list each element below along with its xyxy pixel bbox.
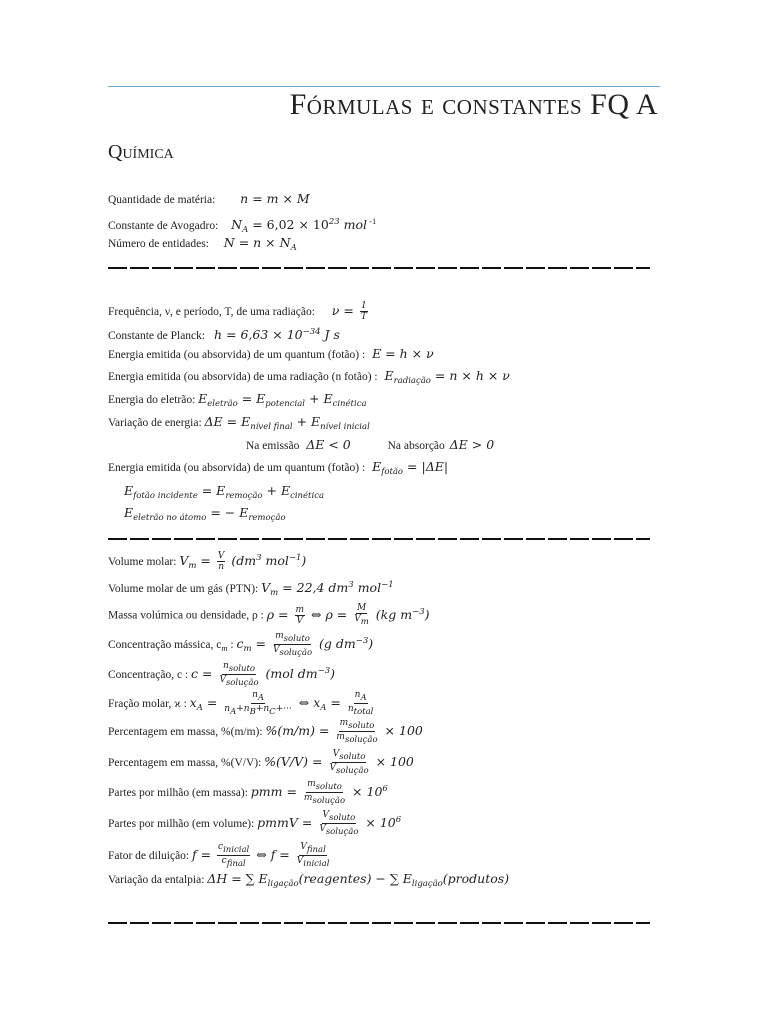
formula-constante-avogadro: Constante de Avogadro: $N_A = 6,02 \times 10^{23}$ mol $^{-1}$ <box>108 216 377 235</box>
formula-fotao-incidente: $E_{fotão incidente} = E_{remoção} + E_{cinética}$ <box>124 483 325 501</box>
formula-frequencia: Frequência, ν, e período, T, de uma radiação: ν = $\frac{1}{T}$ <box>108 301 367 322</box>
formula-ppm-volume: Partes por milhão (em volume): pmmV = $\frac{\text{Vsoluto}}{\text{Vsolução}}$ × $10^6$ <box>108 810 402 837</box>
formula-volume-molar: Volume molar: $V_m$ = $\frac{V}{n}$ ($dm^3$ mol$^{-1}$) <box>108 551 307 572</box>
formula-fracao-molar: Fração molar, ϰ : $x_A$ = $\frac{nA}{nA+nB+nC+\cdot\cdot\cdot}$ ⇔ $x_A$ = $\frac{nA}{\text{ntotal}}$ <box>108 690 374 717</box>
section-heading: Química <box>108 141 174 163</box>
separator-dashed <box>108 267 650 269</box>
formula-percentagem-volume: Percentagem em massa, %(V/V): %(V/V) = $\frac{\text{Vsoluto}}{\text{Vsolução}}$ × 100 <box>108 749 414 776</box>
formula-eletrao-atomo: $E_{eletrão no átomo}$ = − $E_{remoção}$ <box>124 505 286 523</box>
formula-concentracao: Concentração, c : c = $\frac{\text{nsoluto}}{\text{Vsolução}}$ (mol $dm^{-3}$) <box>108 661 336 688</box>
page-title: Fórmulas e constantes FQ A <box>289 88 658 121</box>
formula-volume-molar-ptn: Volume molar de um gás (PTN): $V_m = 22,4$ $dm^3$ mol$^{-1}$ <box>108 580 394 598</box>
formula-numero-entidades: Número de entidades: $N = n \times N_A$ <box>108 235 297 253</box>
formula-energia-eletrao: Energia do eletrão: $E_{eletrão} = E_{potencial} + E_{cinética}$ <box>108 391 367 409</box>
formula-energia-fotao: Energia emitida (ou absorvida) de um quantum (fotão) : $E_{fotão} = |\Delta E|$ <box>108 459 449 477</box>
separator-dashed <box>108 538 650 540</box>
title-rule <box>108 86 660 87</box>
formula-ppm-massa: Partes por milhão (em massa): pmm = $\frac{\text{msoluto}}{\text{msolução}}$ × $10^6$ <box>108 779 388 806</box>
formula-variacao-energia: Variação de energia: $\Delta E = E_{nível final} + E_{nível inicial}$ <box>108 414 370 432</box>
formula-concentracao-massica: Concentração mássica, $c_m$ : $c_m$ = $\frac{\text{msoluto}}{\text{Vsolução}}$ (g $dm^{-3}$) <box>108 631 374 658</box>
formula-massa-volumica: Massa volúmica ou densidade, ρ : ρ = $\frac{m}{V}$ ⇔ ρ = $\frac{M}{Vm}$ (kg $m^{-3}$) <box>108 603 430 627</box>
formula-emissao-absorcao: Na emissão ΔE < 0 Na absorção ΔE > 0 <box>246 437 495 452</box>
formula-percentagem-massa: Percentagem em massa, %(m/m): %(m/m) = $\frac{\text{msoluto}}{\text{msolução}}$ × 100 <box>108 718 423 745</box>
formula-quantidade-materia: Quantidade de matéria: n = m × M <box>108 191 310 206</box>
formula-energia-radiacao: Energia emitida (ou absorvida) de uma radiação (n fotão) : $E_{radiação} = n \times h \times \nu$ <box>108 368 510 386</box>
formula-constante-planck: Constante de Planck: $h = 6,63 \times 10^{-34}$ J s <box>108 327 340 342</box>
formula-fator-diluicao: Fator de diluição: f = $\frac{\text{cinicial}}{\text{cfinal}}$ ⇔ f = $\frac{\text{Vfinal}}{\text{Vinicial}}$ <box>108 842 330 869</box>
formula-energia-quantum: Energia emitida (ou absorvida) de um quantum (fotão) : E = h × ν <box>108 346 434 361</box>
formula-variacao-entalpia: Variação da entalpia: ΔH = ∑ $E_{ligação}(reagentes)$ − ∑ $E_{ligação}(produtos)$ <box>108 871 510 889</box>
separator-dashed <box>108 922 650 924</box>
